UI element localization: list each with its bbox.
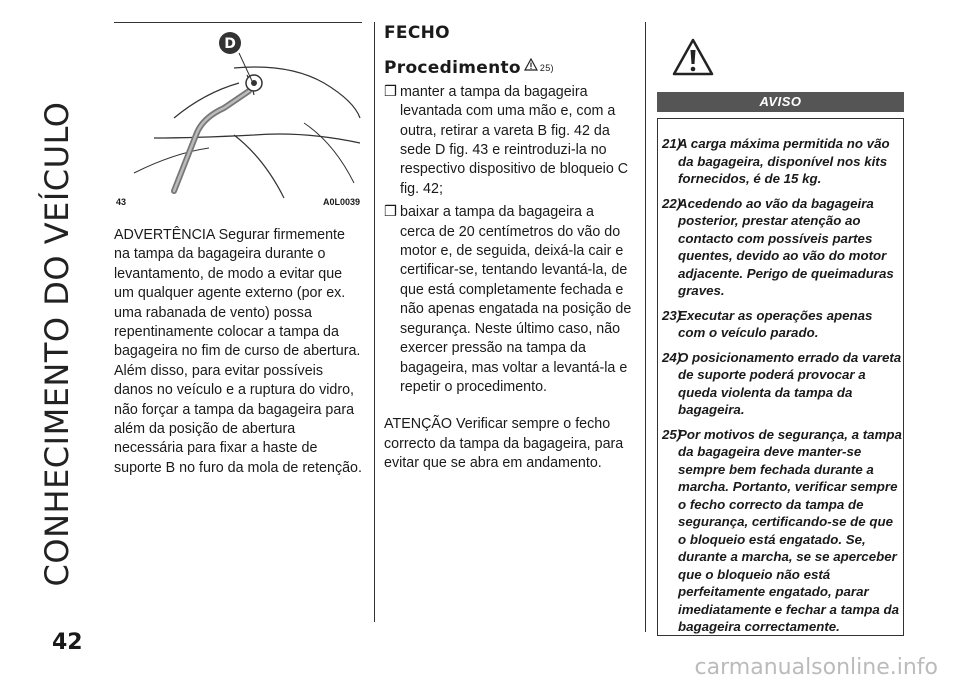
aviso-item-number: 22) xyxy=(662,195,682,211)
footer-watermark: carmanualsonline.info xyxy=(694,655,938,680)
warning-triangle-icon xyxy=(672,38,714,81)
step-text: baixar a tampa da bagageira a cerca de 20 centímetros do vão do motor e, de seguida, deixá-la cair e certificar-se, tentando levantá-la, de que está completamente fechada e não apenas engatada na posição de segurança. Neste último caso, não exercer pressão na tampa da bagageira, mas voltar a levantá-la e repetir o procedimento. xyxy=(400,204,632,395)
section-heading-fecho: FECHO xyxy=(384,23,450,43)
aviso-item-number: 25) xyxy=(662,426,682,442)
column-divider-right xyxy=(645,22,646,632)
aviso-title: AVISO xyxy=(657,92,904,112)
checkbox-bullet-icon: ❒ xyxy=(384,204,397,221)
aviso-item xyxy=(662,135,902,188)
figure-code: A0L0039 xyxy=(322,197,360,207)
closing-section xyxy=(384,22,632,474)
callout-d-label: D xyxy=(224,36,236,52)
aviso-item-number: 24) xyxy=(662,349,682,365)
aviso-item-text: Executar as operações apenas com o veículo parado. xyxy=(678,307,873,340)
page-number: 42 xyxy=(52,630,83,655)
aviso-reference: 25) xyxy=(539,63,554,74)
procedimento-label: Procedimento xyxy=(384,58,521,79)
trunk-strut-illustration xyxy=(114,23,362,209)
column-divider-left xyxy=(374,22,375,622)
atencao-note: ATENÇÃO Verificar sempre o fecho correcto da tampa da bagageira, para evitar que se abra em andamento. xyxy=(384,416,624,472)
subsection-heading-procedimento xyxy=(384,57,632,78)
aviso-item-number: 23) xyxy=(662,307,682,323)
aviso-item xyxy=(662,307,902,342)
aviso-item-text: A carga máxima permitida no vão da bagageira, disponível nos kits fornecidos, é de 15 kg. xyxy=(678,136,890,186)
step-text: manter a tampa da bagageira levantada com uma mão e, com a outra, retirar a vareta B fig. 42 da sede D fig. 43 e reintroduzi-la no respectivo dispositivo de bloqueio C fig. 42; xyxy=(400,83,629,197)
advertencia-text: ADVERTÊNCIA Segurar firmemente na tampa da bagageira durante o levantamento, de modo a evitar que um qualquer agente externo (por ex. uma rabanada de vento) possa repentinamente colocar a tampa da bagageira no fim de curso de abertura. Além disso, para evitar possíveis danos no veículo e a ruptura do vidro, não forçar a tampa da bagageira para além da posição de abertura necessária para fixar a haste de suporte B no furo da mola de retenção. xyxy=(114,227,362,476)
aviso-item xyxy=(662,426,902,636)
aviso-list xyxy=(662,135,902,643)
aviso-item-text: Acedendo ao vão da bagageira posterior, prestar atenção ao contacto com possíveis partes quentes, devido ao vão do motor adjacente. Perigo de queimaduras graves. xyxy=(678,195,894,298)
procedure-step xyxy=(384,83,632,199)
checkbox-bullet-icon: ❒ xyxy=(384,83,397,100)
procedure-step xyxy=(384,203,632,397)
aviso-item-number: 21) xyxy=(662,136,682,151)
aviso-item xyxy=(662,195,902,300)
aviso-item-text: O posicionamento errado da vareta de suporte poderá provocar a queda violenta da tampa da bagageira. xyxy=(678,349,902,417)
figure-number: 43 xyxy=(116,197,127,207)
figure-43 xyxy=(114,22,362,209)
side-section-title: CONHECIMENTO DO VEÍCULO xyxy=(38,101,76,587)
aviso-item-text: Por motivos de segurança, a tampa da bagageira deve manter-se sempre bem fechada durante a marcha. Portanto, verificar sempre o fecho correcto da tampa de segurança, certificando-se de que o bloqueio está engatado. Se, durante a marcha, se se aperceber que o bloqueio não está perfeitamente engatado, parar imediatamente e fechar a tampa da bagageira correctamente. xyxy=(678,426,902,634)
warning-triangle-icon xyxy=(524,57,538,76)
aviso-item xyxy=(662,349,902,419)
